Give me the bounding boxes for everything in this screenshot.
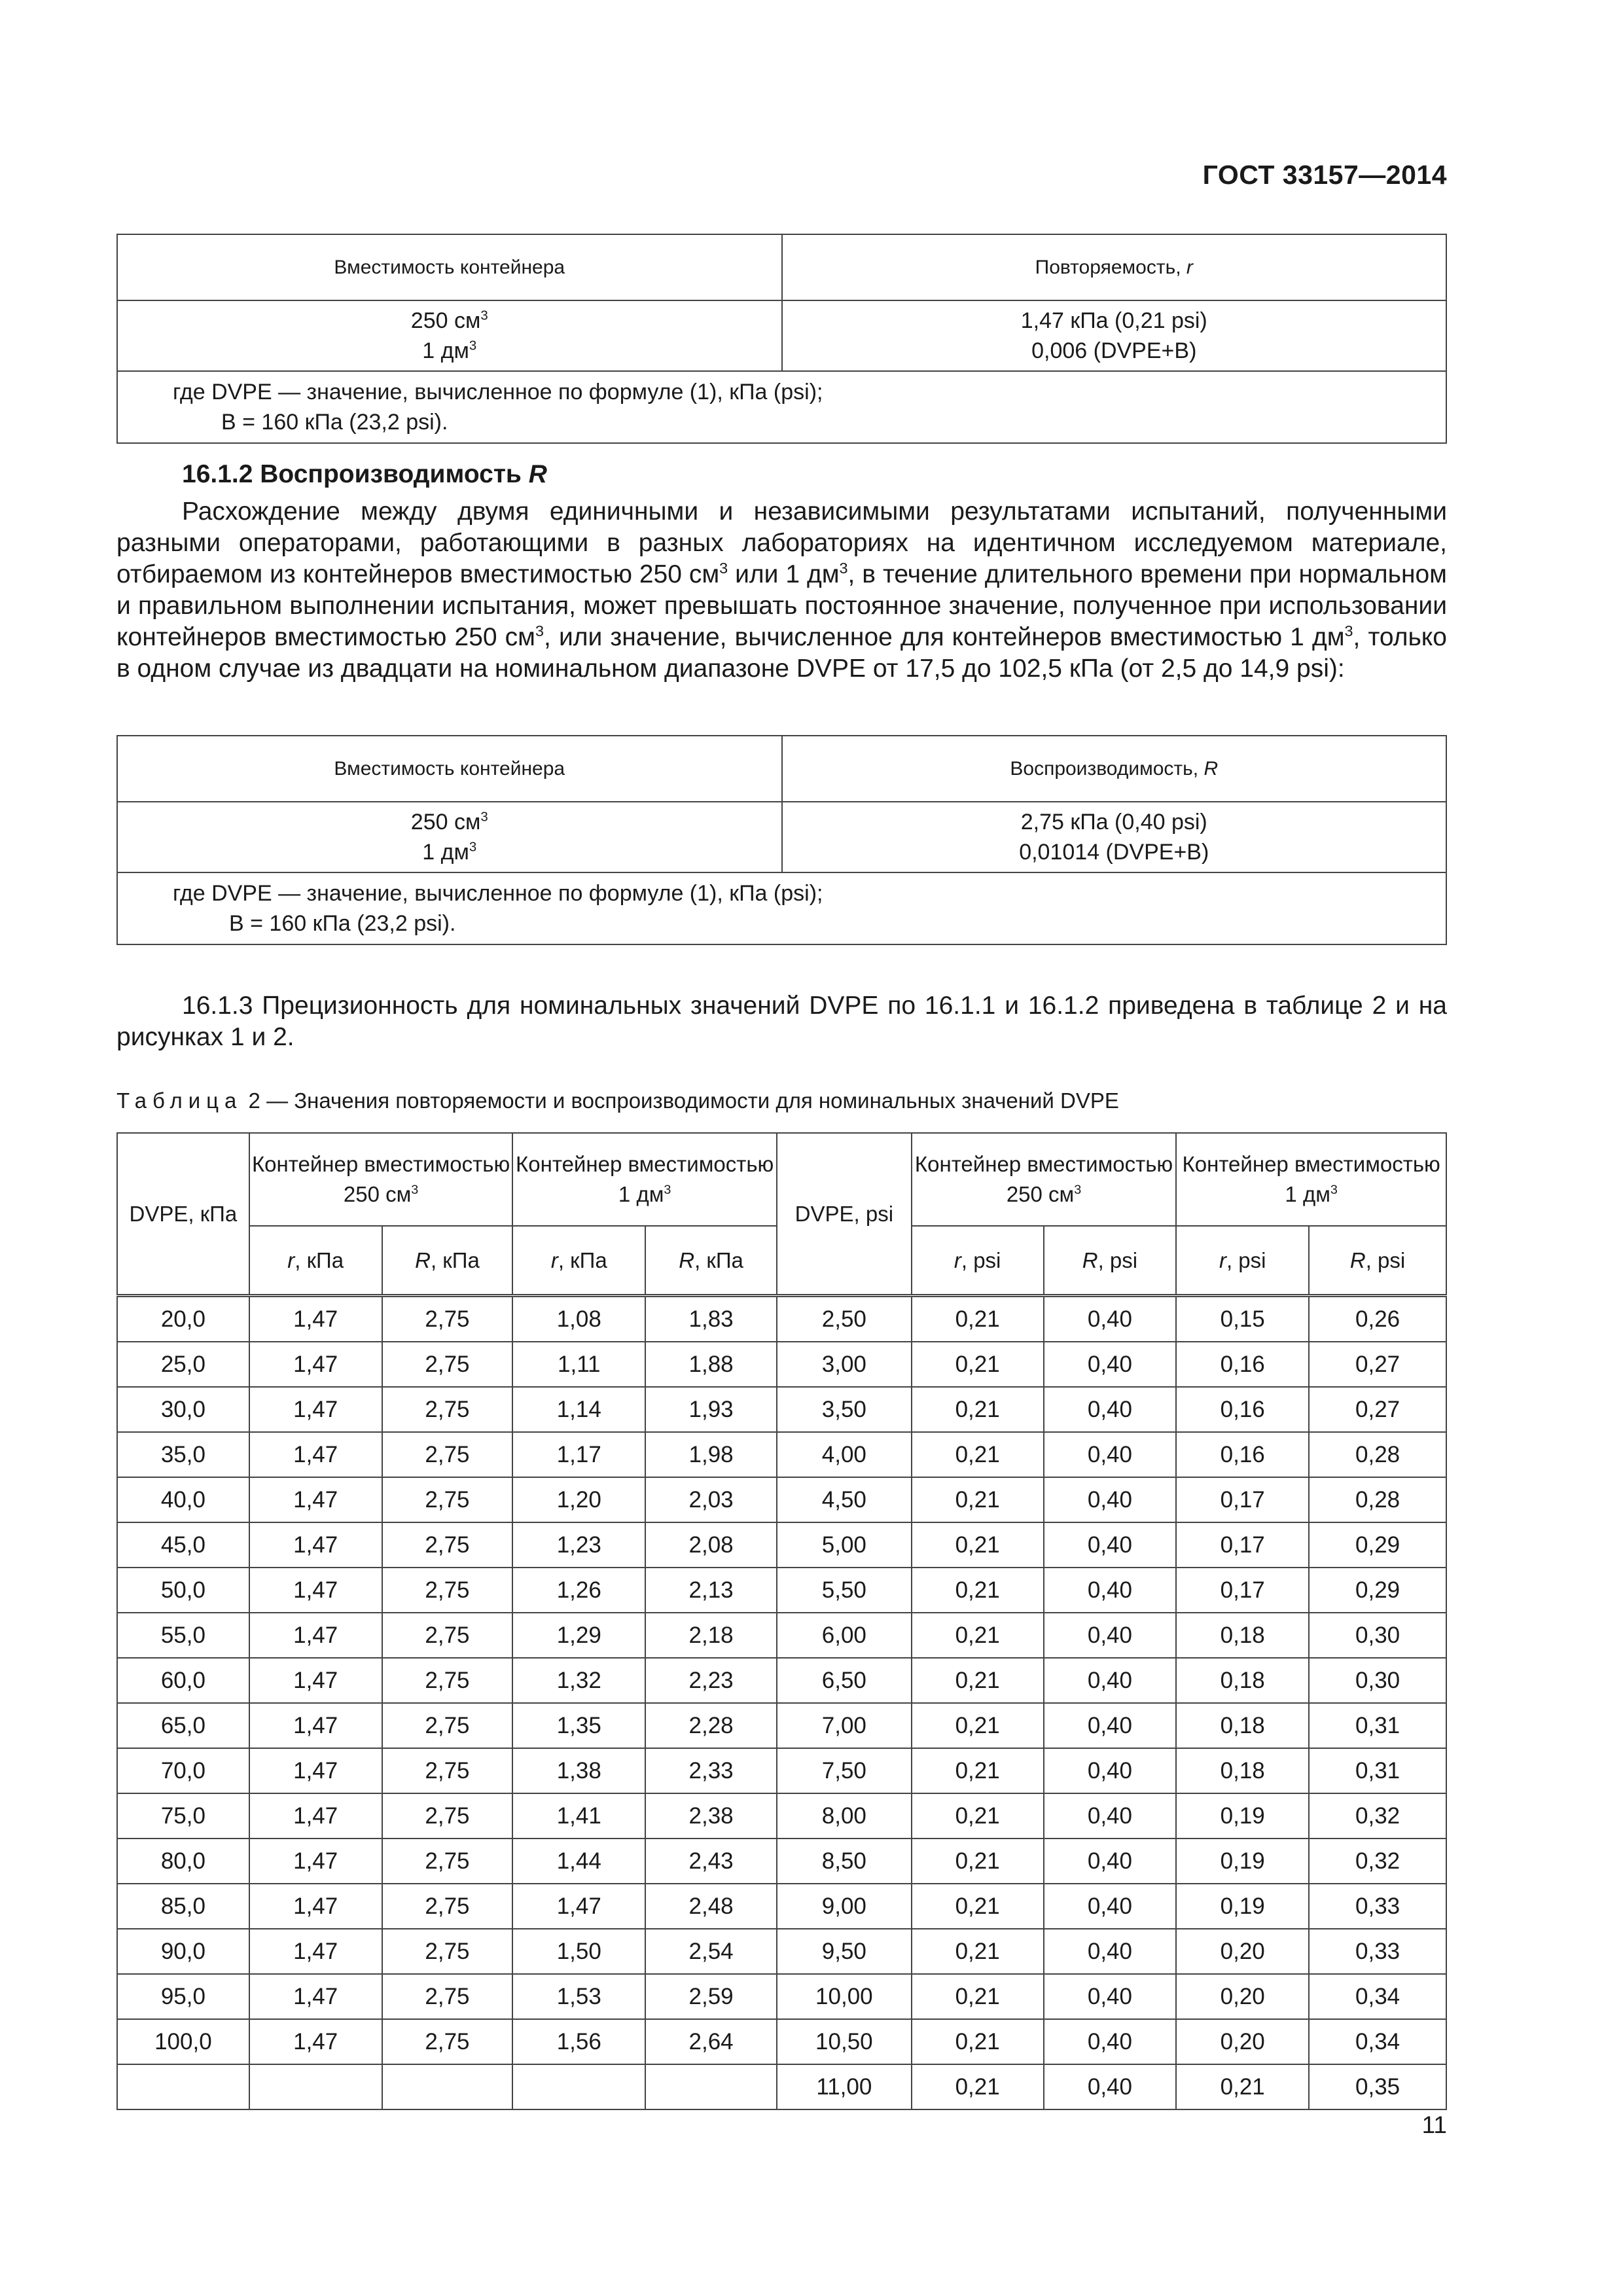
table-cell: 0,34 [1309, 2019, 1446, 2064]
table2-caption: Таблица 2 — Значения повторяемости и воспроизводимости для номинальных значений DVPE [116, 1088, 1119, 1113]
table-cell: 1,83 [645, 1296, 777, 1342]
table-cell: 0,19 [1176, 1884, 1309, 1929]
table-cell: 70,0 [117, 1748, 249, 1793]
table-cell: 35,0 [117, 1432, 249, 1477]
table-cell: 1,47 [249, 1522, 382, 1568]
table-cell: 0,40 [1044, 1613, 1177, 1658]
table-cell: 0,32 [1309, 1839, 1446, 1884]
table2 [116, 1132, 1447, 2110]
table-row [117, 1296, 1446, 1342]
table-cell: 0,40 [1044, 1658, 1177, 1703]
header-r-kpa: r, кПа [249, 1226, 382, 1296]
table-cell: 2,75 [382, 1342, 513, 1387]
table-cell: 1,08 [512, 1296, 645, 1342]
table-row [117, 2019, 1446, 2064]
table-cell: 0,28 [1309, 1432, 1446, 1477]
table-cell [512, 2064, 645, 2109]
table-cell: 85,0 [117, 1884, 249, 1929]
table-cell: 1,47 [249, 1884, 382, 1929]
table-cell: 80,0 [117, 1839, 249, 1884]
table-cell: 0,19 [1176, 1839, 1309, 1884]
table-cell: 20,0 [117, 1296, 249, 1342]
table-cell: 1,47 [249, 2019, 382, 2064]
table-cell: 2,59 [645, 1974, 777, 2019]
table-cell: 0,21 [912, 1658, 1044, 1703]
table-cell: 2,75 [382, 1839, 513, 1884]
table-cell: 65,0 [117, 1703, 249, 1748]
table-cell: 1,14 [512, 1387, 645, 1432]
repeatability-values-cell: 1,47 кПа (0,21 psi) 0,006 (DVPE+B) [782, 300, 1447, 371]
table-cell: 0,21 [912, 1884, 1044, 1929]
table-cell: 2,75 [382, 1703, 513, 1748]
table-cell: 9,00 [777, 1884, 912, 1929]
table-cell: 0,20 [1176, 1974, 1309, 2019]
table-cell: 0,21 [912, 2064, 1044, 2109]
header-dvpe-kpa: DVPE, кПа [117, 1133, 249, 1296]
table-cell: 0,21 [912, 1296, 1044, 1342]
table-cell: 1,47 [249, 1477, 382, 1522]
table-cell: 0,40 [1044, 1522, 1177, 1568]
table-row [117, 1342, 1446, 1387]
table-cell: 1,56 [512, 2019, 645, 2064]
table-cell: 2,75 [382, 1432, 513, 1477]
table-cell: 0,34 [1309, 1974, 1446, 2019]
table-cell: 0,40 [1044, 1839, 1177, 1884]
table-cell: 1,53 [512, 1974, 645, 2019]
table-cell: 1,44 [512, 1839, 645, 1884]
table-cell: 5,00 [777, 1522, 912, 1568]
table-cell: 2,75 [382, 1748, 513, 1793]
table-cell: 2,08 [645, 1522, 777, 1568]
table-cell: 0,40 [1044, 1793, 1177, 1839]
header-reproducibility: Воспроизводимость, R [782, 736, 1447, 802]
table-cell: 0,29 [1309, 1522, 1446, 1568]
table-cell: 8,50 [777, 1839, 912, 1884]
table-cell: 0,21 [912, 1342, 1044, 1387]
table-cell: 7,00 [777, 1703, 912, 1748]
table-cell: 0,29 [1309, 1568, 1446, 1613]
table-cell: 0,21 [912, 1522, 1044, 1568]
table-cell: 2,38 [645, 1793, 777, 1839]
table-cell: 1,47 [249, 1613, 382, 1658]
paragraph-1613: 16.1.3 Прецизионность для номинальных значений DVPE по 16.1.1 и 16.1.2 приведена в таблице 2 и на рисунках 1 и 2. [116, 992, 1447, 1051]
table-cell: 2,28 [645, 1703, 777, 1748]
table-cell: 0,21 [1176, 2064, 1309, 2109]
table-cell: 0,21 [912, 1929, 1044, 1974]
table-cell: 0,21 [912, 1703, 1044, 1748]
table-cell: 0,40 [1044, 1884, 1177, 1929]
table-cell: 0,16 [1176, 1387, 1309, 1432]
table-row [117, 1974, 1446, 2019]
table-cell: 1,93 [645, 1387, 777, 1432]
table-cell: 0,21 [912, 1568, 1044, 1613]
header-container-1dm: Контейнер вместимостью 1 $дм^3$ [512, 1133, 777, 1226]
header-container-250: Контейнер вместимостью 250 $см^3$ [249, 1133, 513, 1226]
table-cell: 0,27 [1309, 1342, 1446, 1387]
reproducibility-values-cell: 2,75 кПа (0,40 psi) 0,01014 (DVPE+B) [782, 802, 1447, 872]
header-container-capacity: Вместимость контейнера [117, 234, 782, 300]
table-cell: 1,32 [512, 1658, 645, 1703]
table-cell: 0,33 [1309, 1884, 1446, 1929]
table-cell: 0,17 [1176, 1522, 1309, 1568]
table-cell: 1,47 [249, 1839, 382, 1884]
table-cell: 1,11 [512, 1342, 645, 1387]
table-row [117, 2064, 1446, 2109]
table-cell: 3,50 [777, 1387, 912, 1432]
table-cell: 1,26 [512, 1568, 645, 1613]
table-cell: 0,18 [1176, 1613, 1309, 1658]
table-cell: 7,50 [777, 1748, 912, 1793]
header-r-psi-1dm: r, psi [1176, 1226, 1309, 1296]
table-note: где DVPE — значение, вычисленное по формуле (1), кПа (psi); B = 160 кПа (23,2 psi). [117, 371, 1446, 443]
header-r-kpa-1dm: r, кПа [512, 1226, 645, 1296]
table-row [117, 1839, 1446, 1884]
table-row [117, 1522, 1446, 1568]
header-repeatability: Повторяемость, r [782, 234, 1447, 300]
table-cell: 1,17 [512, 1432, 645, 1477]
table-cell: 2,33 [645, 1748, 777, 1793]
table-cell: 1,20 [512, 1477, 645, 1522]
table-cell: 0,30 [1309, 1613, 1446, 1658]
table-cell: 30,0 [117, 1387, 249, 1432]
table-cell: 2,18 [645, 1613, 777, 1658]
table-cell: 1,41 [512, 1793, 645, 1839]
table-cell: 0,31 [1309, 1748, 1446, 1793]
document-code: ГОСТ 33157—2014 [1202, 160, 1447, 190]
table-cell: 0,19 [1176, 1793, 1309, 1839]
table-cell: 2,03 [645, 1477, 777, 1522]
table-cell: 0,21 [912, 1793, 1044, 1839]
table-cell: 100,0 [117, 2019, 249, 2064]
table-cell: 0,40 [1044, 1929, 1177, 1974]
table-cell: 2,75 [382, 2019, 513, 2064]
header-R-psi-1dm: R, psi [1309, 1226, 1446, 1296]
header-R-kpa-1dm: R, кПа [645, 1226, 777, 1296]
header-R-kpa: R, кПа [382, 1226, 513, 1296]
table-cell: 0,21 [912, 1613, 1044, 1658]
table-cell: 1,47 [249, 1658, 382, 1703]
table-cell [382, 2064, 513, 2109]
table-cell: 0,35 [1309, 2064, 1446, 2109]
table-cell: 0,26 [1309, 1296, 1446, 1342]
volumes-cell: 250 $см^3$ 1 $дм^3$ [117, 802, 782, 872]
table-row [117, 1432, 1446, 1477]
table-cell: 0,20 [1176, 2019, 1309, 2064]
table-cell: 4,50 [777, 1477, 912, 1522]
table-cell: 75,0 [117, 1793, 249, 1839]
page-number: 11 [1421, 2111, 1447, 2138]
table-cell: 1,88 [645, 1342, 777, 1387]
table-cell: 1,47 [249, 1929, 382, 1974]
table-cell: 2,75 [382, 1613, 513, 1658]
table-cell: 0,21 [912, 1839, 1044, 1884]
table-cell: 6,00 [777, 1613, 912, 1658]
table-cell: 0,27 [1309, 1387, 1446, 1432]
table-cell: 2,75 [382, 1793, 513, 1839]
table-row [117, 1658, 1446, 1703]
table-cell: 0,33 [1309, 1929, 1446, 1974]
table-cell: 1,47 [249, 1748, 382, 1793]
table-cell: 5,50 [777, 1568, 912, 1613]
table-cell: 2,13 [645, 1568, 777, 1613]
table-cell: 25,0 [117, 1342, 249, 1387]
table-cell: 2,75 [382, 1387, 513, 1432]
table-cell: 2,64 [645, 2019, 777, 2064]
header-dvpe-psi: DVPE, psi [777, 1133, 912, 1296]
header-container-250-psi: Контейнер вместимостью 250 $см^3$ [912, 1133, 1177, 1226]
table-cell: 2,75 [382, 1568, 513, 1613]
table-cell: 90,0 [117, 1929, 249, 1974]
table-cell: 0,21 [912, 1387, 1044, 1432]
table-cell [249, 2064, 382, 2109]
table-row [117, 1387, 1446, 1432]
table-cell: 0,40 [1044, 1387, 1177, 1432]
table-cell: 50,0 [117, 1568, 249, 1613]
table-cell: 60,0 [117, 1658, 249, 1703]
table-cell: 2,23 [645, 1658, 777, 1703]
table-cell: 0,18 [1176, 1748, 1309, 1793]
volumes-cell: 250 $см^3$ 1 $дм^3$ [117, 300, 782, 371]
table-cell: 0,32 [1309, 1793, 1446, 1839]
table-cell: 40,0 [117, 1477, 249, 1522]
table-cell: 0,21 [912, 1432, 1044, 1477]
table-cell: 10,50 [777, 2019, 912, 2064]
section-heading-1612: 16.1.2 Воспроизводимость R [182, 460, 547, 488]
table-cell: 0,17 [1176, 1568, 1309, 1613]
table-cell: 2,75 [382, 1884, 513, 1929]
table-cell: 0,31 [1309, 1703, 1446, 1748]
table-cell: 95,0 [117, 1974, 249, 2019]
header-R-psi: R, psi [1044, 1226, 1177, 1296]
table-cell: 2,75 [382, 1658, 513, 1703]
table-cell: 2,75 [382, 1929, 513, 1974]
table-cell: 2,75 [382, 1477, 513, 1522]
table-cell: 1,47 [249, 1296, 382, 1342]
table-cell: 0,40 [1044, 1477, 1177, 1522]
table-row [117, 1793, 1446, 1839]
table-cell: 6,50 [777, 1658, 912, 1703]
table-cell: 10,00 [777, 1974, 912, 2019]
header-container-capacity: Вместимость контейнера [117, 736, 782, 802]
table-cell: 0,20 [1176, 1929, 1309, 1974]
table-cell: 0,40 [1044, 1342, 1177, 1387]
table-cell: 0,40 [1044, 1432, 1177, 1477]
table-cell: 0,16 [1176, 1342, 1309, 1387]
table-cell: 1,47 [249, 1568, 382, 1613]
table-cell: 0,16 [1176, 1432, 1309, 1477]
table-cell: 2,75 [382, 1296, 513, 1342]
table-cell: 0,17 [1176, 1477, 1309, 1522]
table-cell: 1,29 [512, 1613, 645, 1658]
table-note: где DVPE — значение, вычисленное по формуле (1), кПа (psi); B = 160 кПа (23,2 psi). [117, 872, 1446, 944]
table-cell: 1,23 [512, 1522, 645, 1568]
table-row [117, 1884, 1446, 1929]
table-row [117, 1477, 1446, 1522]
table-cell: 2,50 [777, 1296, 912, 1342]
table-cell: 0,40 [1044, 1748, 1177, 1793]
table-cell: 2,75 [382, 1974, 513, 2019]
table-cell [645, 2064, 777, 2109]
table-cell: 0,40 [1044, 2019, 1177, 2064]
table-cell: 45,0 [117, 1522, 249, 1568]
table-cell: 0,21 [912, 1974, 1044, 2019]
table-cell: 0,28 [1309, 1477, 1446, 1522]
table-cell: 8,00 [777, 1793, 912, 1839]
table-row [117, 1929, 1446, 1974]
table-cell: 9,50 [777, 1929, 912, 1974]
paragraph-1612: Расхождение между двумя единичными и независимыми результатами испытаний, полученными разными операторами, работающими в разных лабораториях на идентичном исследуемом материале, отбираемом из контейнеров вместимостью 250 $см^3$ или 1 $дм^3$, в течение длительного времени при нормальном и правильном выполнении испытания, может превышать постоянное значение, полученное при использовании контейнеров вместимостью 250 $см^3$, или значение, вычисленное для контейнеров вместимостью 1 $дм^3$, только в одном случае из двадцати на номинальном диапазоне DVPE от 17,5 до 102,5 кПа (от 2,5 до 14,9 psi): [116, 497, 1448, 683]
header-container-1dm-psi: Контейнер вместимостью 1 $дм^3$ [1176, 1133, 1446, 1226]
table-cell: 1,47 [512, 1884, 645, 1929]
table-cell: 4,00 [777, 1432, 912, 1477]
repeatability-table [116, 234, 1447, 444]
table-cell: 1,50 [512, 1929, 645, 1974]
table-cell: 1,47 [249, 1342, 382, 1387]
table-cell: 1,35 [512, 1703, 645, 1748]
table-cell: 3,00 [777, 1342, 912, 1387]
table-cell [117, 2064, 249, 2109]
table-cell: 0,21 [912, 2019, 1044, 2064]
table-row [117, 1703, 1446, 1748]
table-cell: 2,48 [645, 1884, 777, 1929]
table-cell: 0,30 [1309, 1658, 1446, 1703]
table2-body [117, 1296, 1446, 2110]
table-cell: 1,47 [249, 1974, 382, 2019]
table-cell: 0,40 [1044, 1296, 1177, 1342]
table-cell: 1,47 [249, 1703, 382, 1748]
table-cell: 1,47 [249, 1432, 382, 1477]
table-cell: 0,40 [1044, 1703, 1177, 1748]
table-cell: 2,75 [382, 1522, 513, 1568]
table-cell: 0,18 [1176, 1703, 1309, 1748]
table-cell: 55,0 [117, 1613, 249, 1658]
table-cell: 0,21 [912, 1477, 1044, 1522]
table-cell: 0,40 [1044, 1974, 1177, 2019]
reproducibility-table [116, 735, 1447, 945]
table-cell: 0,15 [1176, 1296, 1309, 1342]
table-row [117, 1613, 1446, 1658]
table-cell: 0,18 [1176, 1658, 1309, 1703]
table-cell: 0,21 [912, 1748, 1044, 1793]
table-cell: 1,98 [645, 1432, 777, 1477]
table-cell: 0,40 [1044, 1568, 1177, 1613]
table-cell: 0,40 [1044, 2064, 1177, 2109]
table-cell: 2,43 [645, 1839, 777, 1884]
table-cell: 2,54 [645, 1929, 777, 1974]
header-r-psi: r, psi [912, 1226, 1044, 1296]
table-cell: 1,38 [512, 1748, 645, 1793]
table-cell: 1,47 [249, 1793, 382, 1839]
table-row [117, 1568, 1446, 1613]
table-cell: 11,00 [777, 2064, 912, 2109]
table-cell: 1,47 [249, 1387, 382, 1432]
table-row [117, 1748, 1446, 1793]
